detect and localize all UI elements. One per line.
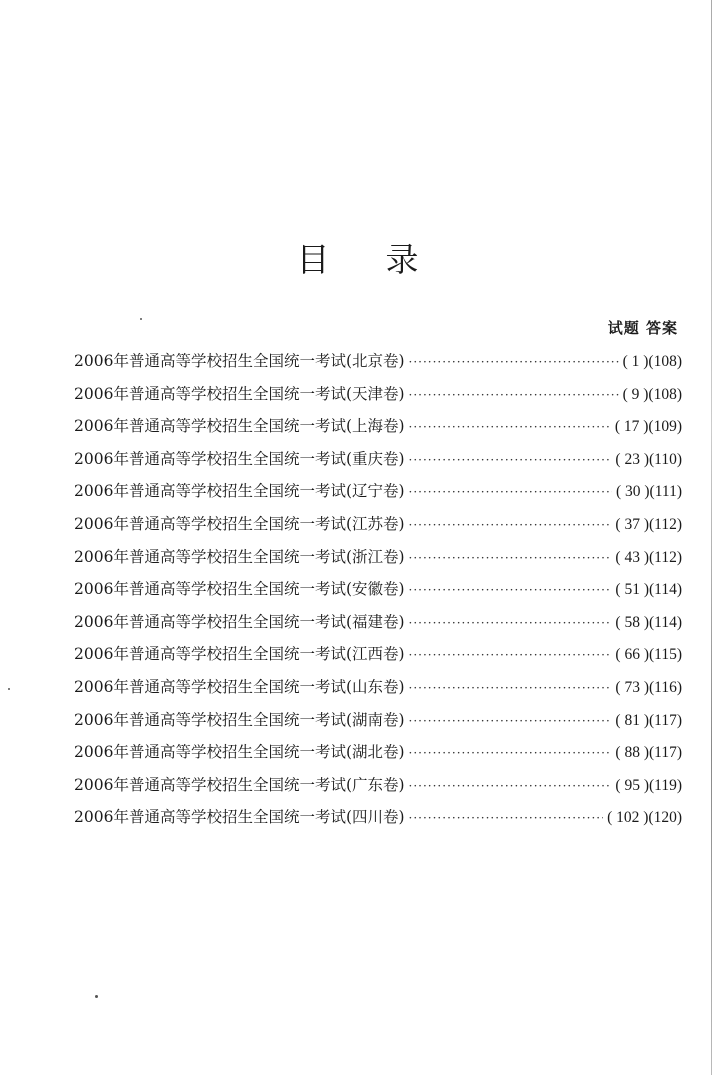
toc-entry[interactable] — [74, 638, 682, 671]
toc-leader-dots — [409, 737, 612, 770]
toc-entry[interactable] — [74, 443, 682, 476]
toc-entry[interactable] — [74, 573, 682, 606]
toc-leader-dots — [409, 607, 612, 640]
answer-page-number: 119 — [654, 776, 677, 794]
answer-page-number: 117 — [654, 744, 677, 762]
toc-entry[interactable] — [74, 606, 682, 639]
toc-entry-pages: ( 1 )(108) — [622, 353, 682, 370]
question-page-number: 17 — [623, 418, 640, 436]
toc-entry[interactable] — [74, 410, 682, 443]
toc-entry-pages: ( 73 )(116) — [615, 678, 682, 696]
question-page-number: 23 — [624, 450, 640, 468]
answer-page-number: 120 — [653, 809, 677, 827]
page-title: 目录 — [296, 240, 475, 280]
toc-leader-dots — [409, 444, 612, 477]
question-page-number: 73 — [624, 678, 640, 696]
answer-page-number: 114 — [654, 613, 677, 631]
question-page-number: 51 — [624, 581, 640, 599]
toc-entry-title: 2006年普通高等学校招生全国统一考试(安徽卷) — [74, 580, 405, 599]
toc-leader-dots — [409, 770, 612, 803]
question-page-number: 95 — [624, 776, 640, 794]
toc-entry-title: 2006年普通高等学校招生全国统一考试(浙江卷) — [74, 547, 405, 566]
toc-entry-title: 2006年普通高等学校招生全国统一考试(上海卷) — [74, 417, 405, 436]
answer-page-number: 110 — [654, 450, 677, 468]
toc-leader-dots — [409, 346, 619, 379]
toc-leader-dots — [409, 639, 612, 672]
toc-entry[interactable] — [74, 475, 682, 508]
toc-entry-pages: ( 37 )(112) — [615, 515, 682, 533]
answer-page-number: 117 — [654, 711, 677, 729]
question-page-number: 43 — [624, 548, 640, 566]
toc-entry-title: 2006年普通高等学校招生全国统一考试(江西卷) — [74, 645, 405, 664]
toc-entry-title: 2006年普通高等学校招生全国统一考试(广东卷) — [74, 775, 405, 794]
question-page-number: 30 — [625, 483, 641, 501]
scan-speck — [95, 995, 98, 998]
answer-page-number: 111 — [654, 483, 677, 501]
toc-entry-pages: ( 51 )(114) — [615, 581, 682, 599]
toc-leader-dots — [409, 509, 612, 542]
toc-leader-dots — [409, 411, 611, 444]
answer-page-number: 112 — [654, 548, 677, 566]
toc-entry-title: 2006年普通高等学校招生全国统一考试(山东卷) — [74, 677, 405, 696]
toc-entry[interactable] — [74, 345, 682, 378]
toc-entry[interactable] — [74, 541, 682, 574]
toc-entry[interactable] — [74, 704, 682, 737]
toc-leader-dots — [409, 705, 612, 738]
toc-entry-title: 2006年普通高等学校招生全国统一考试(辽宁卷) — [74, 482, 405, 501]
toc-entry[interactable] — [74, 378, 682, 411]
toc-leader-dots — [409, 476, 612, 509]
toc-entry[interactable] — [74, 769, 682, 802]
answer-page-number: 116 — [654, 678, 677, 696]
toc-entry[interactable] — [74, 671, 682, 704]
toc-entry-pages: ( 58 )(114) — [615, 613, 682, 631]
toc-entry-title: 2006年普通高等学校招生全国统一考试(重庆卷) — [74, 449, 405, 468]
toc-leader-dots — [409, 542, 612, 575]
answer-page-number: 108 — [653, 353, 677, 370]
toc-entry-title: 2006年普通高等学校招生全国统一考试(湖南卷) — [74, 710, 405, 729]
toc-entry-pages: ( 17 )(109) — [614, 418, 682, 436]
scan-speck — [140, 318, 142, 320]
toc-entry-pages: ( 88 )(117) — [615, 744, 682, 762]
question-page-number: 37 — [624, 515, 640, 533]
toc-entry[interactable] — [74, 736, 682, 769]
question-page-number: 58 — [624, 613, 640, 631]
scan-speck — [8, 688, 10, 690]
toc-entry[interactable] — [74, 801, 682, 834]
toc-entry-title: 2006年普通高等学校招生全国统一考试(天津卷) — [74, 384, 405, 403]
toc-entry-pages: ( 23 )(110) — [615, 450, 682, 468]
toc-entry-title: 2006年普通高等学校招生全国统一考试(北京卷) — [74, 352, 405, 370]
toc-leader-dots — [409, 802, 604, 835]
question-page-number: 102 — [616, 809, 640, 827]
question-page-number: 81 — [624, 711, 640, 729]
answer-page-number: 108 — [653, 385, 677, 403]
column-header: 试题 答案 — [607, 319, 678, 337]
toc-entry-pages: ( 30 )(111) — [615, 483, 682, 501]
toc-list — [74, 345, 682, 834]
toc-entry-title: 2006年普通高等学校招生全国统一考试(四川卷) — [74, 808, 405, 827]
answer-page-number: 112 — [654, 515, 677, 533]
answer-page-number: 114 — [654, 581, 677, 599]
question-page-number: 9 — [631, 385, 640, 403]
toc-entry-pages: ( 102 )(120) — [607, 809, 682, 827]
answer-page-number: 115 — [654, 646, 677, 664]
question-page-number: 88 — [624, 744, 640, 762]
question-page-number: 1 — [631, 353, 640, 370]
toc-entry-pages: ( 81 )(117) — [615, 711, 682, 729]
toc-entry-title: 2006年普通高等学校招生全国统一考试(江苏卷) — [74, 514, 405, 533]
toc-leader-dots — [409, 672, 612, 705]
toc-leader-dots — [409, 574, 612, 607]
toc-entry-title: 2006年普通高等学校招生全国统一考试(福建卷) — [74, 612, 405, 631]
toc-entry-pages: ( 43 )(112) — [615, 548, 682, 566]
toc-entry-title: 2006年普通高等学校招生全国统一考试(湖北卷) — [74, 743, 405, 762]
toc-entry-pages: ( 9 )(108) — [622, 385, 682, 403]
scan-edge-line — [711, 0, 712, 1075]
toc-leader-dots — [409, 379, 619, 412]
toc-entry[interactable] — [74, 508, 682, 541]
toc-entry-pages: ( 66 )(115) — [615, 646, 682, 664]
question-page-number: 66 — [624, 646, 640, 664]
toc-entry-pages: ( 95 )(119) — [615, 776, 682, 794]
answer-page-number: 109 — [653, 418, 677, 436]
